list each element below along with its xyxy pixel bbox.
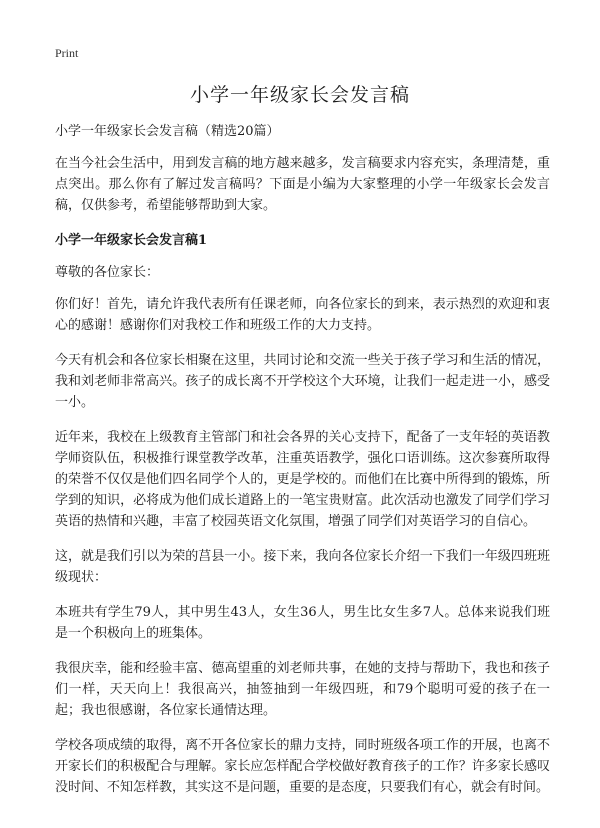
print-label: Print <box>55 46 79 60</box>
body-paragraph: 本班共有学生79人，其中男生43人，女生36人，男生比女生多7人。总体来说我们班是一个积极向上的班集体。 <box>55 605 550 641</box>
body-paragraph: 你们好！首先，请允许我代表所有任课老师，向各位家长的到来，表示热烈的欢迎和衷心的感谢！感谢你们对我校工作和班级工作的大力支持。 <box>55 297 550 333</box>
intro-paragraph: 在当今社会生活中，用到发言稿的地方越来越多，发言稿要求内容充实，条理清楚，重点突出。那么你有了解过发言稿吗？下面是小编为大家整理的小学一年级家长会发言稿，仅供参考，希望能够帮助到大家。 <box>55 156 550 213</box>
body-paragraph: 今天有机会和各位家长相聚在这里，共同讨论和交流一些关于孩子学习和生活的情况，我和刘老师非常高兴。孩子的成长离不开学校这个大环境，让我们一起走进一小，感受一小。 <box>55 353 550 410</box>
document-subtitle: 小学一年级家长会发言稿（精选20篇） <box>55 124 280 139</box>
body-paragraph: 学校各项成绩的取得，离不开各位家长的鼎力支持，同时班级各项工作的开展，也离不开家长们的积极配合与理解。家长应怎样配合学校做好教育孩子的工作？许多家长感叹没时间、不知怎样教，其实这不是问题，重要的是态度，只要我们有心，就会有时间。 <box>55 738 550 795</box>
document-body <box>55 121 550 812</box>
document-title: 小学一年级家长会发言稿 <box>189 84 410 106</box>
greeting-line: 尊敬的各位家长： <box>55 265 160 280</box>
body-paragraph: 近年来，我校在上级教育主管部门和社会各界的关心支持下，配备了一支年轻的英语教学师资队伍，积极推行课堂教学改革，注重英语教学，强化口语训练。这次参赛所取得的荣誉不仅仅是他们四名同学个人的，更是学校的。而他们在比赛中所得到的锻炼，所学到的知识，必将成为他们成长道路上的一笔宝贵财富。此次活动也激发了同学们学习英语的热情和兴趣，丰富了校园英语文化氛围，增强了同学们对英语学习的自信心。 <box>55 430 550 529</box>
body-paragraph: 我很庆幸，能和经验丰富、德高望重的刘老师共事，在她的支持与帮助下，我也和孩子们一样，天天向上！我很高兴，抽签抽到一年级四班，和79个聪明可爱的孩子在一起；我也很感谢，各位家长通情达理。 <box>55 661 550 718</box>
section-heading: 小学一年级家长会发言稿1 <box>55 233 208 248</box>
body-paragraph: 这，就是我们引以为荣的莒县一小。接下来，我向各位家长介绍一下我们一年级四班班级现状： <box>55 549 550 585</box>
